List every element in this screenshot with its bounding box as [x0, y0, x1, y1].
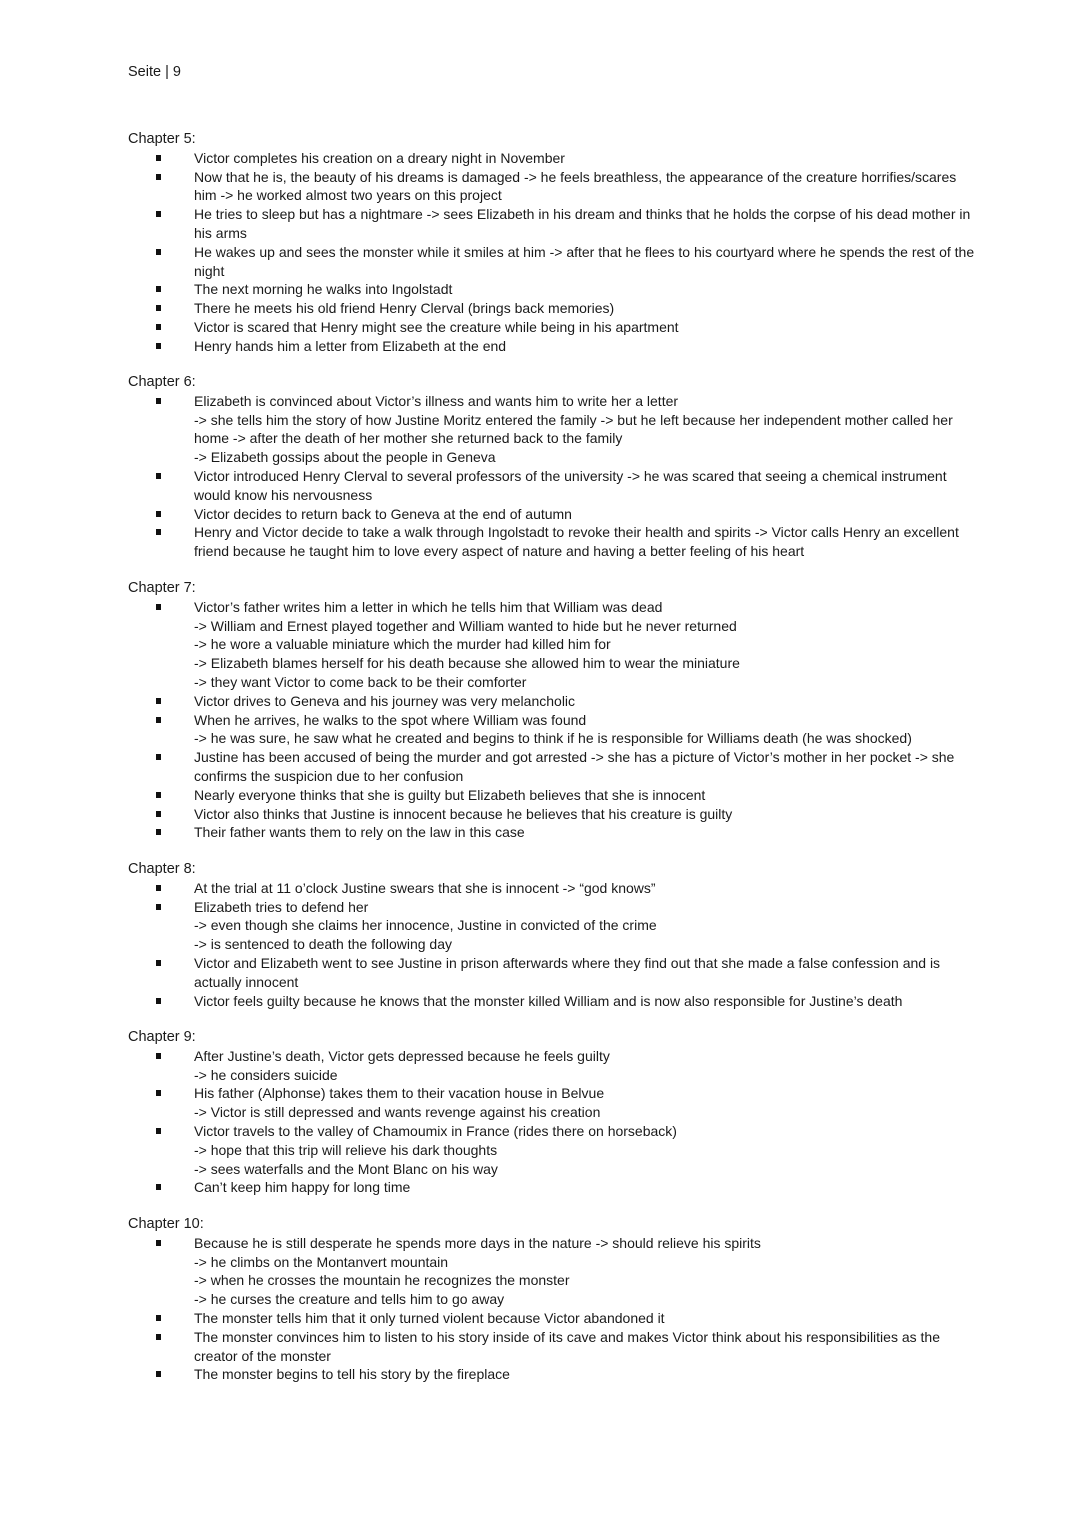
- bullet-text-line: -> when he crosses the mountain he recognizes the monster: [194, 1272, 570, 1289]
- bullet-text-line: -> he climbs on the Montanvert mountain: [194, 1253, 449, 1270]
- bullet-item: [128, 711, 958, 749]
- square-bullet-icon: [156, 1090, 161, 1096]
- bullet-item: [128, 523, 958, 561]
- bullet-text-line: -> sees waterfalls and the Mont Blanc on his way: [194, 1160, 498, 1177]
- square-bullet-icon: [156, 1184, 161, 1190]
- bullet-text-line: Their father wants them to rely on the law in this case: [194, 824, 525, 841]
- bullet-text-line: Victor decides to return back to Geneva at the end of autumn: [194, 505, 572, 522]
- bullet-text-line: His father (Alphonse) takes them to their vacation house in Belvue: [194, 1085, 605, 1102]
- bullet-text-line: The next morning he walks into Ingolstadt: [194, 281, 453, 298]
- bullet-text-line: There he meets his old friend Henry Clerval (brings back memories): [194, 300, 615, 317]
- bullet-item: [128, 692, 958, 711]
- square-bullet-icon: [156, 211, 161, 217]
- bullet-text-line: He tries to sleep but has a nightmare -> sees Elizabeth in his dream and thinks that he holds the corpse of his dead mother in: [194, 206, 971, 223]
- square-bullet-icon: [156, 1053, 161, 1059]
- bullet-item: [128, 1178, 958, 1197]
- bullet-item: [128, 898, 958, 954]
- square-bullet-icon: [156, 324, 161, 330]
- bullet-text-line: Victor feels guilty because he knows that the monster killed William and is now also responsible for Justine’s death: [194, 992, 903, 1009]
- bullet-item: [128, 1047, 958, 1085]
- chapter-section: [128, 860, 958, 1010]
- bullet-text-line: Justine has been accused of being the murder and got arrested -> she has a picture of Victor’s mother in her pocket -> she: [194, 749, 955, 766]
- bullet-item: [128, 992, 958, 1011]
- bullet-text-line: -> Elizabeth gossips about the people in Geneva: [194, 449, 496, 466]
- bullet-text-line: -> she tells him the story of how Justine Moritz entered the family -> but he left because her independent mother called her: [194, 411, 953, 428]
- bullet-text-line: The monster convinces him to listen to his story inside of its cave and makes Victor think about his responsibilities as the: [194, 1328, 940, 1345]
- bullet-list: [128, 149, 975, 356]
- bullet-text-line: -> Elizabeth blames herself for his death because she allowed him to wear the miniature: [194, 655, 740, 672]
- square-bullet-icon: [156, 717, 161, 723]
- bullet-text-line: He wakes up and sees the monster while it smiles at him -> after that he flees to his courtyard where he spends the rest of the: [194, 243, 975, 260]
- square-bullet-icon: [156, 286, 161, 292]
- chapter-heading: Chapter 8:: [128, 861, 196, 877]
- square-bullet-icon: [156, 885, 161, 891]
- bullet-item: [128, 1328, 958, 1366]
- bullet-text-line: -> he wore a valuable miniature which the murder had killed him for: [194, 636, 611, 653]
- chapter-section: [128, 1028, 958, 1197]
- bullet-item: [128, 1122, 958, 1178]
- bullet-text-line: him -> he worked almost two years on this project: [194, 187, 502, 204]
- bullet-item: [128, 786, 958, 805]
- square-bullet-icon: [156, 1128, 161, 1134]
- bullet-item: [128, 337, 958, 356]
- bullet-text-line: Victor also thinks that Justine is innocent because he believes that his creature is guilty: [194, 805, 733, 822]
- bullet-text-line: -> hope that this trip will relieve his dark thoughts: [194, 1141, 498, 1158]
- square-bullet-icon: [156, 1240, 161, 1246]
- bullet-text-line: home -> after the death of her mother she returned back to the family: [194, 430, 623, 447]
- bullet-list: [128, 1047, 958, 1197]
- bullet-item: [128, 318, 958, 337]
- bullet-text-line: Victor drives to Geneva and his journey was very melancholic: [194, 692, 576, 709]
- bullet-item: [128, 149, 958, 168]
- bullet-text-line: The monster tells him that it only turned violent because Victor abandoned it: [194, 1309, 665, 1326]
- bullet-text-line: would know his nervousness: [194, 486, 373, 503]
- bullet-text-line: Can’t keep him happy for long time: [194, 1179, 411, 1196]
- square-bullet-icon: [156, 960, 161, 966]
- square-bullet-icon: [156, 343, 161, 349]
- bullet-text-line: actually innocent: [194, 973, 299, 990]
- bullet-text-line: Victor completes his creation on a dreary night in November: [194, 149, 565, 166]
- bullet-item: [128, 1084, 958, 1122]
- bullet-text-line: At the trial at 11 o’clock Justine swears that she is innocent -> “god knows”: [194, 879, 656, 896]
- square-bullet-icon: [156, 155, 161, 161]
- bullet-text-line: confirms the suspicion due to her confusion: [194, 767, 464, 784]
- square-bullet-icon: [156, 811, 161, 817]
- square-bullet-icon: [156, 998, 161, 1004]
- square-bullet-icon: [156, 174, 161, 180]
- bullet-item: [128, 392, 958, 467]
- chapter-heading: Chapter 10:: [128, 1216, 204, 1232]
- bullet-text-line: -> he considers suicide: [194, 1066, 338, 1083]
- bullet-item: [128, 598, 958, 692]
- bullet-item: [128, 879, 958, 898]
- bullet-list: [128, 879, 958, 1011]
- bullet-text-line: Elizabeth is convinced about Victor’s illness and wants him to write her a letter: [194, 392, 679, 409]
- bullet-item: [128, 748, 958, 786]
- chapter-heading: Chapter 7:: [128, 580, 196, 596]
- bullet-item: [128, 1365, 958, 1384]
- square-bullet-icon: [156, 829, 161, 835]
- bullet-list: [128, 598, 958, 842]
- square-bullet-icon: [156, 398, 161, 404]
- chapter-section: [128, 579, 958, 842]
- chapter-heading: Chapter 6:: [128, 374, 196, 390]
- square-bullet-icon: [156, 1371, 161, 1377]
- square-bullet-icon: [156, 792, 161, 798]
- bullet-text-line: When he arrives, he walks to the spot where William was found: [194, 711, 587, 728]
- bullet-text-line: The monster begins to tell his story by the fireplace: [194, 1366, 510, 1383]
- chapter-heading: Chapter 9:: [128, 1029, 196, 1045]
- square-bullet-icon: [156, 511, 161, 517]
- bullet-text-line: night: [194, 262, 225, 279]
- square-bullet-icon: [156, 604, 161, 610]
- bullet-text-line: friend because he taught him to love every aspect of nature and having a better feeling of his heart: [194, 543, 805, 560]
- bullet-text-line: Victor is scared that Henry might see the creature while being in his apartment: [194, 318, 679, 335]
- square-bullet-icon: [156, 1334, 161, 1340]
- bullet-text-line: Victor travels to the valley of Chamoumix in France (rides there on horseback): [194, 1122, 677, 1139]
- square-bullet-icon: [156, 529, 161, 535]
- bullet-list: [128, 392, 958, 561]
- bullet-item: [128, 505, 958, 524]
- bullet-text-line: -> Victor is still depressed and wants revenge against his creation: [194, 1104, 601, 1121]
- chapter-section: [128, 130, 975, 356]
- chapter-heading: Chapter 5:: [128, 131, 196, 147]
- bullet-text-line: Victor introduced Henry Clerval to several professors of the university -> he was scared that seeing a chemical instrument: [194, 467, 947, 484]
- bullet-item: [128, 805, 958, 824]
- square-bullet-icon: [156, 305, 161, 311]
- bullet-item: [128, 954, 958, 992]
- bullet-item: [128, 299, 958, 318]
- bullet-text-line: creator of the monster: [194, 1347, 331, 1364]
- bullet-text-line: -> even though she claims her innocence, Justine in convicted of the crime: [194, 917, 657, 934]
- bullet-text-line: Because he is still desperate he spends more days in the nature -> should relieve his spirits: [194, 1234, 761, 1251]
- bullet-text-line: Victor and Elizabeth went to see Justine in prison afterwards where they find out that she made a false confession and is: [194, 954, 941, 971]
- square-bullet-icon: [156, 754, 161, 760]
- bullet-text-line: -> they want Victor to come back to be their comforter: [194, 673, 527, 690]
- bullet-item: [128, 243, 975, 281]
- bullet-item: [128, 1234, 958, 1309]
- square-bullet-icon: [156, 473, 161, 479]
- bullet-text-line: his arms: [194, 224, 247, 241]
- bullet-item: [128, 1309, 958, 1328]
- chapter-section: [128, 1215, 958, 1384]
- square-bullet-icon: [156, 249, 161, 255]
- bullet-text-line: Victor’s father writes him a letter in which he tells him that William was dead: [194, 598, 663, 615]
- chapter-section: [128, 373, 958, 561]
- bullet-text-line: Henry hands him a letter from Elizabeth at the end: [194, 337, 507, 354]
- bullet-item: [128, 823, 958, 842]
- square-bullet-icon: [156, 904, 161, 910]
- bullet-text-line: After Justine’s death, Victor gets depressed because he feels guilty: [194, 1047, 610, 1064]
- bullet-text-line: Now that he is, the beauty of his dreams is damaged -> he feels breathless, the appearance of the creature horrifies/scares: [194, 168, 957, 185]
- bullet-text-line: -> William and Ernest played together and William wanted to hide but he never returned: [194, 617, 737, 634]
- square-bullet-icon: [156, 698, 161, 704]
- bullet-item: [128, 467, 958, 505]
- page-number: Seite | 9: [128, 64, 181, 80]
- bullet-text-line: -> he was sure, he saw what he created and begins to think if he is responsible for Williams death (he was shocked): [194, 730, 912, 747]
- bullet-list: [128, 1234, 958, 1384]
- bullet-text-line: -> is sentenced to death the following day: [194, 936, 453, 953]
- bullet-text-line: -> he curses the creature and tells him to go away: [194, 1291, 505, 1308]
- square-bullet-icon: [156, 1315, 161, 1321]
- bullet-item: [128, 280, 958, 299]
- bullet-text-line: Elizabeth tries to defend her: [194, 898, 369, 915]
- bullet-item: [128, 205, 971, 243]
- bullet-text-line: Nearly everyone thinks that she is guilty but Elizabeth believes that she is innocent: [194, 786, 706, 803]
- bullet-text-line: Henry and Victor decide to take a walk through Ingolstadt to revoke their health and spirits -> Victor calls Henry an excellent: [194, 524, 959, 541]
- bullet-item: [128, 168, 958, 206]
